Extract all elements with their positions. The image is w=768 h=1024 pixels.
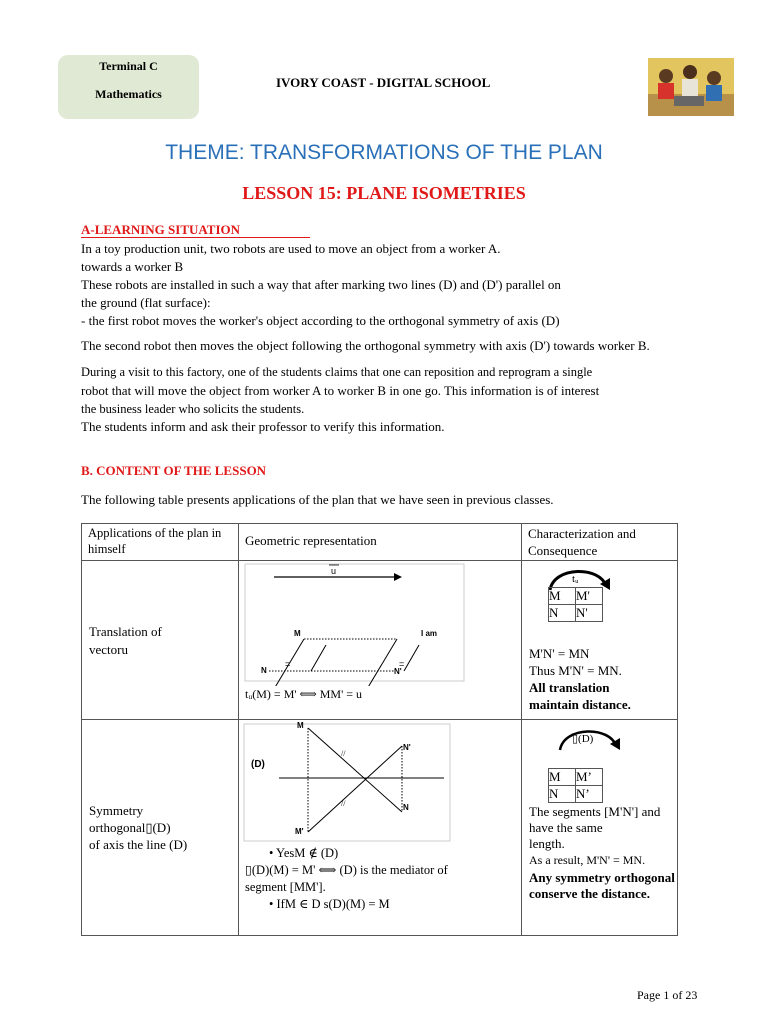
point-label: M [294,629,301,638]
row-name: of axis the line (D) [89,837,188,852]
level-label: Terminal C [99,59,158,73]
page-number: Page 1 of 23 [637,988,698,1002]
table-row [82,561,678,720]
svg-text:=: = [399,659,405,669]
header-cell: Geometric representation [239,524,522,561]
point-label: N [403,803,409,812]
svg-text://: // [341,749,346,758]
section-a-title: A-LEARNING SITUATION [81,222,310,238]
symmetry-figure [239,720,509,845]
mapping-table: M M' N N' [548,587,603,622]
situation-line: The students inform and ask their professor to verify this information. [81,419,445,434]
row-label-cell [82,720,239,936]
row-name: Translation of [89,624,162,639]
point-label: I am [421,629,438,638]
symmetry-formula: ▯(D)(M) = M' ⟺ (D) is the mediator of [245,863,448,877]
point-label: N [261,666,267,675]
section-b-title: B. CONTENT OF THE LESSON [81,463,267,478]
situation-line: The second robot then moves the object following the orthogonal symmetry with axis (D') towards worker B. [81,338,650,353]
distance-equation: M'N' = MN [529,646,590,661]
row-name: orthogonal▯(D) [89,820,171,835]
symmetry-figure-cell [239,720,522,936]
point-label: N' [394,667,402,676]
table-header-row [82,524,678,561]
symmetry-formula: segment [MM']. [245,880,326,894]
subject-label: Mathematics [95,87,162,101]
point-label: M' [295,827,304,836]
header-cell: Applications of the plan in himself [82,524,239,561]
translation-formula: tᵤ(M) = M' ⟺ MM' = u [245,687,362,701]
vector-label: u [331,566,337,576]
svg-text://: // [341,799,346,808]
situation-line: These robots are installed in such a way that after marking two lines (D) and (D') parallel on [81,277,561,292]
situation-line: In a toy production unit, two robots are used to move an object from a worker A. [81,241,501,256]
translation-conclusion: All translation maintain distance. [529,680,631,712]
header-cell: Characterization and Consequence [522,524,678,561]
row-name: Symmetry [89,803,144,818]
point-label: M [297,721,304,730]
map-label: tᵤ [572,573,579,585]
row-label-cell [82,561,239,720]
symmetry-conclusion: have the same [529,820,603,835]
table-row [82,720,678,936]
students-photo-icon [648,58,734,116]
translation-figure-lower [239,643,509,683]
mapping-table: M M’ N N’ [548,768,603,803]
theme-title: THEME: TRANSFORMATIONS OF THE PLAN [165,141,603,164]
situation-line: - the first robot moves the worker's object according to the orthogonal symmetry of axis (D) [81,313,560,328]
section-b-intro: The following table presents applications of the plan that we have seen in previous classes. [81,492,554,507]
symmetry-property-cell [522,720,678,936]
symmetry-bullet: • YesM ∉ (D) [269,846,339,860]
symmetry-bullet: • IfM ∈ D s(D)(M) = M [269,897,390,911]
translation-property-cell [522,561,678,720]
svg-text:=: = [285,659,291,669]
situation-line: towards a worker B [81,259,184,274]
point-label: N' [403,743,411,752]
header-label-box [58,55,199,119]
situation-line: During a visit to this factory, one of the students claims that one can reposition and reprogram a single [81,365,593,379]
row-name: vectoru [89,642,128,657]
line-label: (D) [251,759,265,770]
situation-line: robot that will move the object from worker A to worker B in one go. This information is of interest [81,383,600,398]
symmetry-conclusion: The segments [M'N'] and [529,804,661,819]
map-label: ▯(D) [572,733,594,745]
applications-table [81,523,678,936]
situation-line: the business leader who solicits the students. [81,402,305,416]
lesson-title: LESSON 15: PLANE ISOMETRIES [242,183,526,203]
situation-line: the ground (flat surface): [81,295,211,310]
school-name: IVORY COAST - DIGITAL SCHOOL [276,75,491,90]
translation-figure-cell [239,561,522,720]
symmetry-conclusion: length. [529,836,565,851]
symmetry-conclusion: As a result, M'N' = MN. [529,853,646,867]
distance-thus: Thus M'N' = MN. [529,663,622,678]
symmetry-bold-conclusion: Any symmetry orthogonal conserve the distance. [529,870,675,901]
